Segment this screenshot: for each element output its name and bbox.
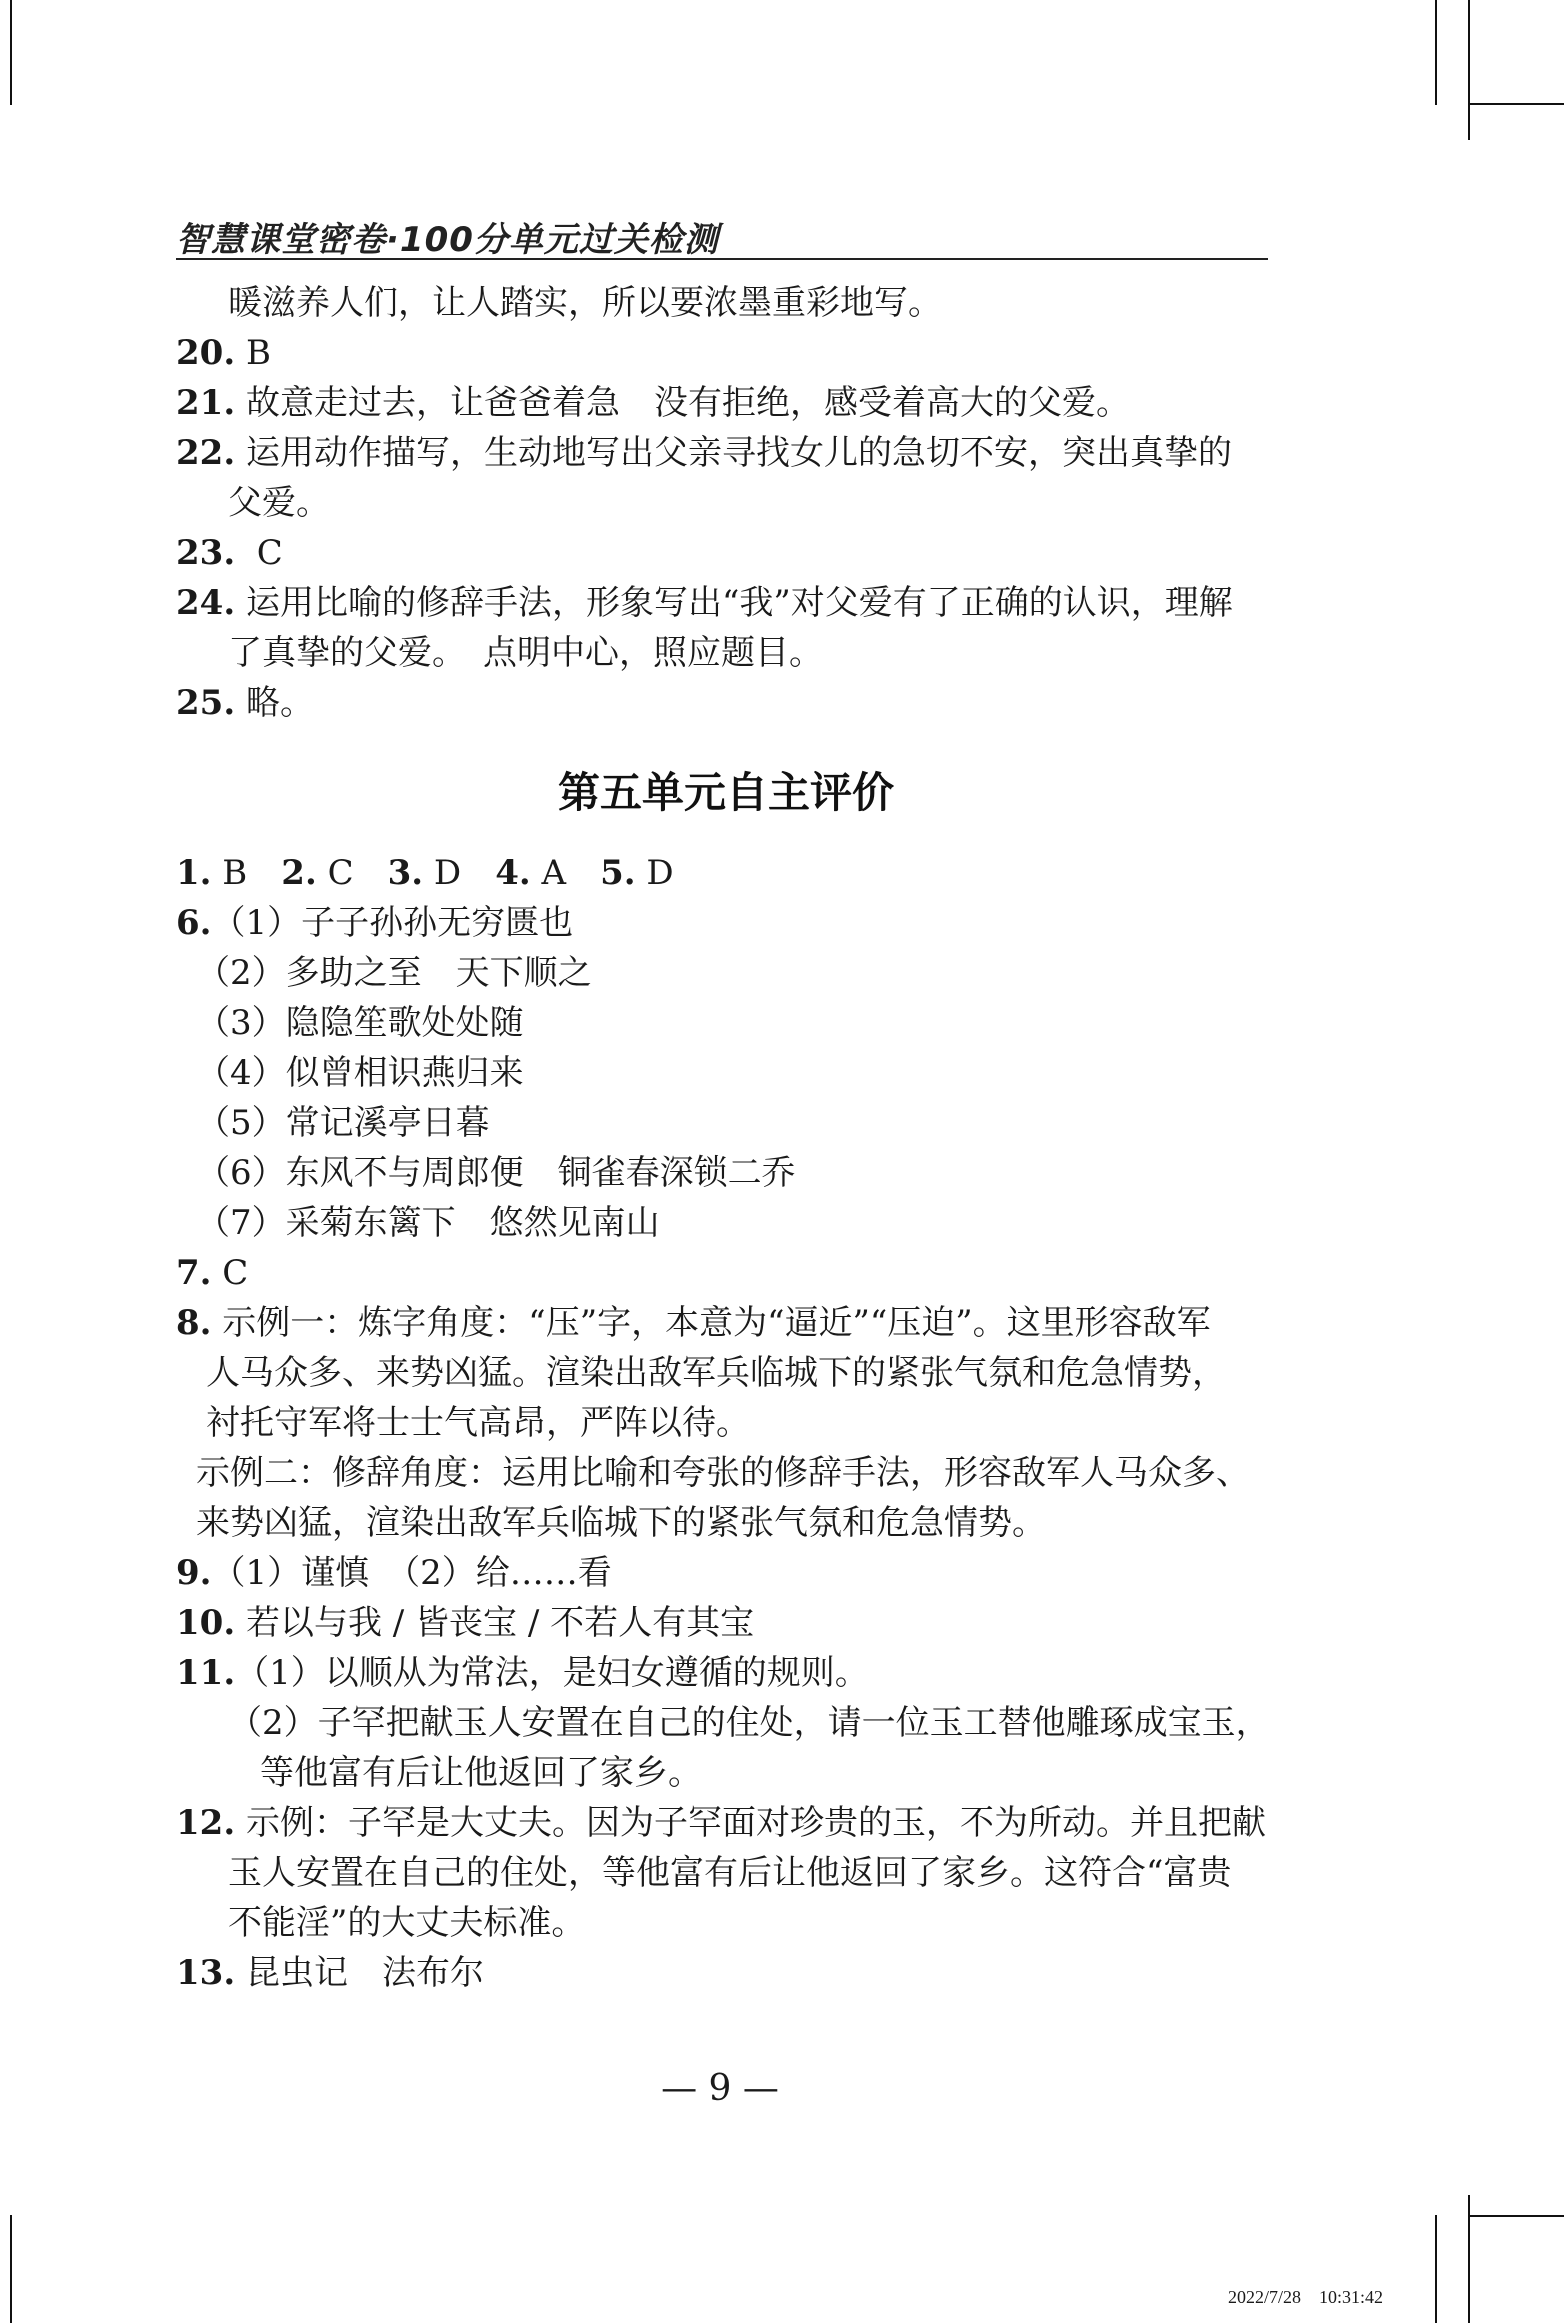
- answer-text: （5）常记溪亭日暮: [196, 1103, 490, 1143]
- answer-line: [176, 578, 1276, 628]
- answer-line: [176, 628, 1276, 678]
- answer-content: [176, 278, 1276, 1998]
- answer-line: [176, 948, 1276, 998]
- header-title: 智慧课堂密卷·100分单元过关检测: [176, 220, 719, 260]
- answer-line: [176, 998, 1276, 1048]
- crop-mark-top-left: [10, 0, 12, 105]
- question-number: 2.: [281, 853, 317, 893]
- answer-line: [176, 848, 1276, 898]
- answer-text: 衬托守军将士士气高昂，严阵以待。: [206, 1403, 750, 1443]
- question-number: 9.: [176, 1553, 212, 1593]
- crop-mark-bottom-right-h: [1468, 2215, 1564, 2217]
- question-number: 4.: [495, 853, 531, 893]
- crop-mark-bottom-right-v1: [1435, 2215, 1437, 2323]
- answer-line: [176, 1848, 1276, 1898]
- answer-text: C: [211, 1253, 249, 1293]
- question-number: 24.: [176, 583, 236, 623]
- answer-text: 示例一：炼字角度：“压”字，本意为“逼近”“压迫”。这里形容敌军: [211, 1303, 1211, 1343]
- answers-unit4-tail: [176, 278, 1276, 728]
- answer-text: 等他富有后让他返回了家乡。: [260, 1753, 702, 1793]
- answer-line: [176, 1948, 1276, 1998]
- answer-text: （1）以顺从为常法，是妇女遵循的规则。: [235, 1653, 869, 1693]
- answer-text: B: [235, 333, 271, 373]
- answer-text: 略。: [235, 683, 314, 723]
- answer-line: [176, 378, 1276, 428]
- question-number: 5.: [600, 853, 636, 893]
- answer-text: （2）多助之至 天下顺之: [196, 953, 592, 993]
- answer-text: （6）东风不与周郎便 铜雀春深锁二乔: [196, 1153, 796, 1193]
- answer-line: [176, 1298, 1276, 1348]
- answer-line: [176, 1548, 1276, 1598]
- answer-text: 人马众多、来势凶猛。渲染出敌军兵临城下的紧张气氛和危急情势，: [206, 1353, 1226, 1393]
- answer-text: 运用比喻的修辞手法，形象写出“我”对父爱有了正确的认识，理解: [235, 583, 1233, 623]
- question-number: 13.: [176, 1953, 236, 1993]
- question-number: 8.: [176, 1303, 212, 1343]
- crop-mark-bottom-left: [10, 2215, 12, 2323]
- answer-line: [176, 1048, 1276, 1098]
- answer-text: 来势凶猛，渲染出敌军兵临城下的紧张气氛和危急情势。: [196, 1503, 1046, 1543]
- answer-text: （1）子子孙孙无穷匮也: [211, 903, 574, 943]
- answer-text: D: [635, 853, 674, 893]
- crop-mark-top-right-h: [1468, 103, 1564, 105]
- answer-line: [176, 1248, 1276, 1298]
- answer-line: [176, 278, 1276, 328]
- answer-text: 父爱。: [228, 483, 330, 523]
- question-number: 21.: [176, 383, 236, 423]
- answer-text: （7）采菊东篱下 悠然见南山: [196, 1203, 660, 1243]
- answer-line: [176, 478, 1276, 528]
- answer-line: [176, 1498, 1276, 1548]
- answer-text: C: [235, 533, 283, 573]
- answer-text: 不能淫”的大丈夫标准。: [228, 1903, 586, 1943]
- answer-text: 暖滋养人们，让人踏实，所以要浓墨重彩地写。: [228, 283, 942, 323]
- answer-text: C: [316, 853, 388, 893]
- answer-text: 昆虫记 法布尔: [235, 1953, 484, 1993]
- print-timestamp: 2022/7/28 10:31:42: [1228, 2287, 1384, 2307]
- answer-line: [176, 898, 1276, 948]
- answer-text: 了真挚的父爱。 点明中心，照应题目。: [228, 633, 823, 673]
- section-title: 第五单元自主评价: [557, 768, 894, 817]
- running-header: [176, 210, 1268, 260]
- question-number: 1.: [176, 853, 212, 893]
- answer-line: [176, 428, 1276, 478]
- answer-line: [176, 1398, 1276, 1448]
- answer-line: [176, 1448, 1276, 1498]
- answer-text: （4）似曾相识燕归来: [196, 1053, 524, 1093]
- answer-line: [176, 1348, 1276, 1398]
- answer-line: [176, 1598, 1276, 1648]
- answer-line: [176, 1798, 1276, 1848]
- question-number: 3.: [387, 853, 424, 893]
- question-number: 20.: [176, 333, 236, 373]
- question-number: 7.: [176, 1253, 212, 1293]
- crop-mark-top-right-v2: [1468, 0, 1470, 140]
- answer-text: （3）隐隐笙歌处处随: [196, 1003, 524, 1043]
- answer-text: 运用动作描写，生动地写出父亲寻找女儿的急切不安，突出真挚的: [235, 433, 1232, 473]
- answer-text: （2）子罕把献玉人安置在自己的住处，请一位玉工替他雕琢成宝玉，: [228, 1703, 1270, 1743]
- answer-text: 示例二：修辞角度：运用比喻和夸张的修辞手法，形容敌军人马众多、: [196, 1453, 1250, 1493]
- answer-text: D: [423, 853, 496, 893]
- answer-text: 玉人安置在自己的住处，等他富有后让他返回了家乡。这符合“富贵: [228, 1853, 1232, 1893]
- answer-text: 若以与我 / 皆丧宝 / 不若人有其宝: [235, 1603, 755, 1643]
- answer-line: [176, 1648, 1276, 1698]
- question-number: 6.: [176, 903, 212, 943]
- answer-line: [176, 1698, 1276, 1748]
- answers-unit5: [176, 848, 1276, 1998]
- page-number: — 9 —: [661, 2068, 779, 2109]
- question-number: 25.: [176, 683, 236, 723]
- question-number: 12.: [176, 1803, 236, 1843]
- answer-text: 示例：子罕是大丈夫。因为子罕面对珍贵的玉，不为所动。并且把献: [235, 1803, 1266, 1843]
- answer-line: [176, 1098, 1276, 1148]
- answer-line: [176, 328, 1276, 378]
- answer-text: （1）谨慎 （2）给……看: [211, 1553, 612, 1593]
- answer-text: B: [211, 853, 282, 893]
- answer-text: A: [530, 853, 601, 893]
- answer-line: [176, 1198, 1276, 1248]
- answer-text: 故意走过去，让爸爸着急 没有拒绝，感受着高大的父爱。: [235, 383, 1130, 423]
- question-number: 23.: [176, 533, 236, 573]
- answer-line: [176, 678, 1276, 728]
- answer-line: [176, 528, 1276, 578]
- question-number: 22.: [176, 433, 236, 473]
- question-number: 11.: [176, 1653, 236, 1693]
- answer-line: [176, 1748, 1276, 1798]
- answer-line: [176, 1148, 1276, 1198]
- crop-mark-top-right-v1: [1435, 0, 1437, 105]
- question-number: 10.: [176, 1603, 236, 1643]
- answer-line: [176, 1898, 1276, 1948]
